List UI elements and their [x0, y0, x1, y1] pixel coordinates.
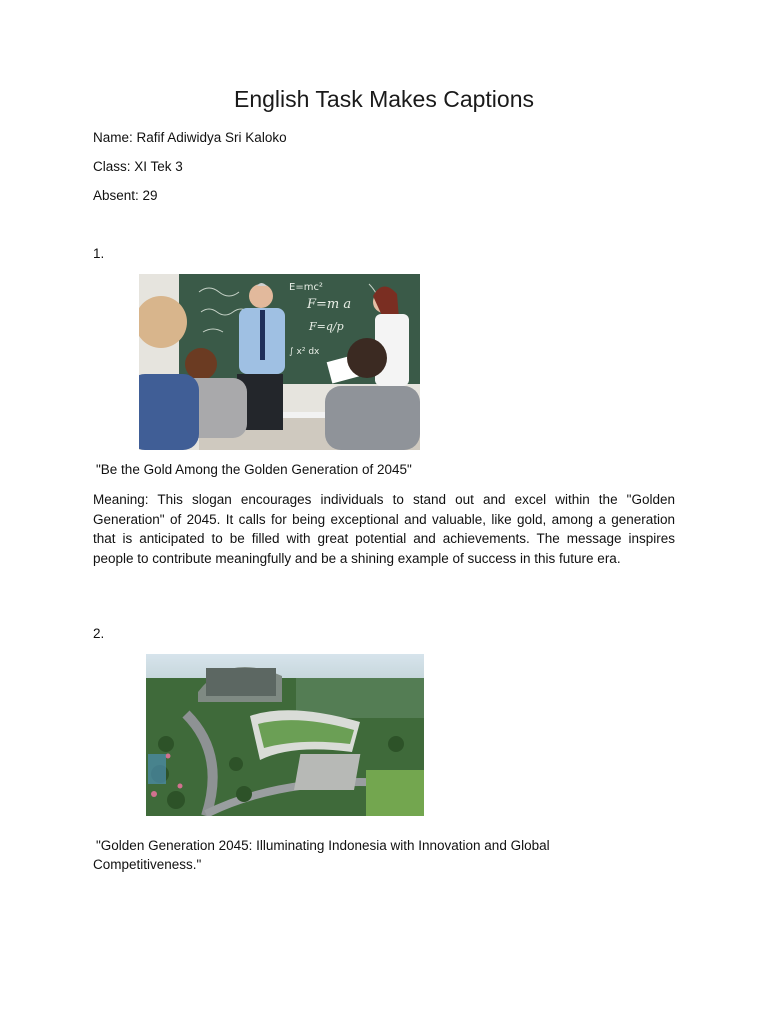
item-number: 1.	[93, 246, 105, 261]
classroom-image	[139, 274, 420, 450]
formula-4: ∫ x² dx	[289, 347, 320, 357]
name-line: Name: Rafif Adiwidya Sri Kaloko	[93, 130, 287, 145]
page-title: English Task Makes Captions	[234, 86, 534, 112]
formula-3: F=q/p	[309, 320, 344, 333]
class-line: Class: XI Tek 3	[93, 159, 183, 174]
item-number: 2.	[93, 626, 105, 641]
formula-1: E=mc²	[289, 282, 323, 293]
absent-line: Absent: 29	[93, 188, 158, 203]
caption-1: "Be the Gold Among the Golden Generation of 2045"	[96, 462, 412, 477]
caption-2-line-2: Competitiveness."	[93, 857, 202, 872]
caption-2-line-1: "Golden Generation 2045: Illuminating Indonesia with Innovation and Global	[96, 838, 550, 853]
aerial-image	[146, 654, 424, 816]
meaning-paragraph: Meaning: This slogan encourages individuals to stand out and excel within the "Golden Generation" of 2045. It calls for being exceptional and valuable, like gold, among a generation that is anticipated to be filled with great potential and achievements. The message inspires people to contribute meaningfully and be a shining example of success in this future era.	[93, 492, 675, 566]
formula-2: F=m a	[307, 297, 352, 312]
